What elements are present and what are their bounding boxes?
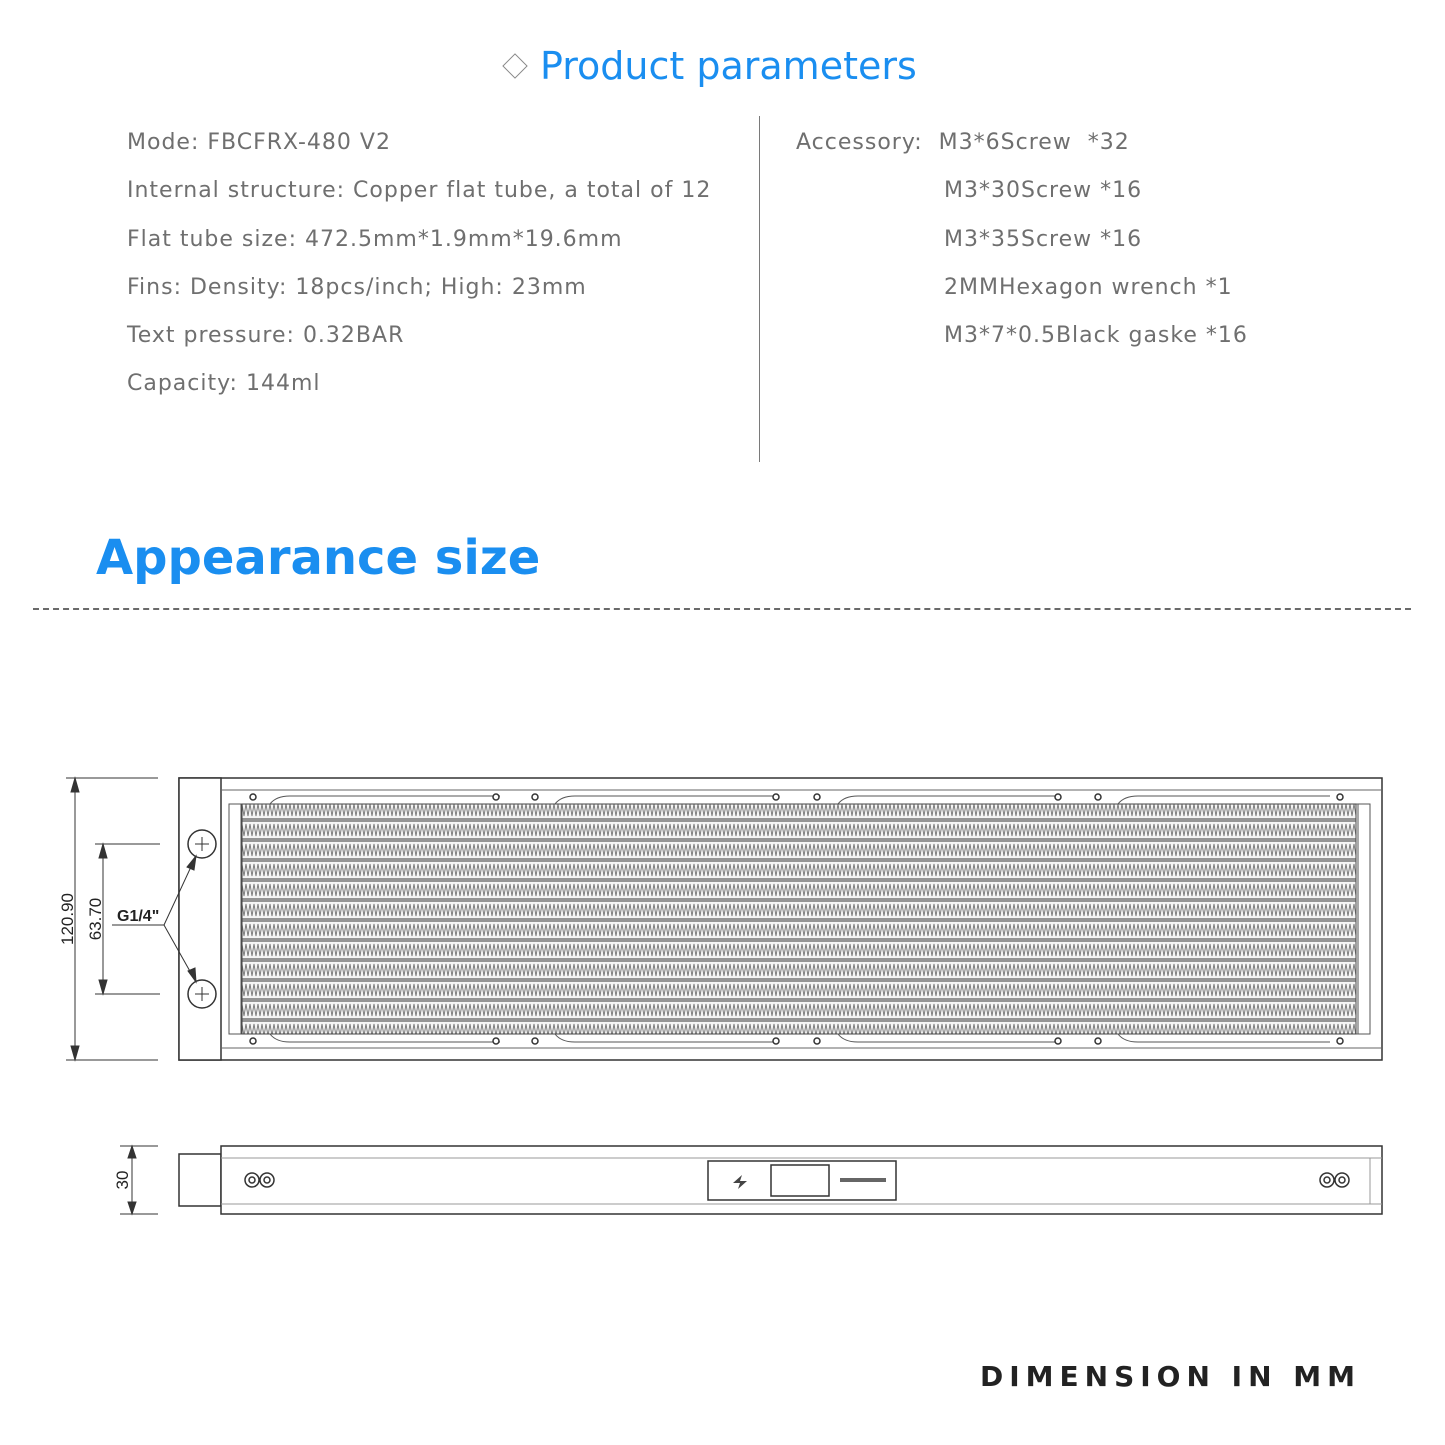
spec-label: Fins: bbox=[127, 274, 182, 300]
spec-value: Density: 18pcs/inch; High: 23mm bbox=[189, 274, 587, 300]
accessory-label: Accessory: bbox=[796, 130, 923, 155]
height-dimension-label: 120.90 bbox=[58, 893, 77, 945]
spec-value: FBCFRX-480 V2 bbox=[207, 130, 391, 155]
product-parameters-title: Product parameters bbox=[540, 44, 917, 88]
accessory-item: M3*6Screw *32 bbox=[938, 130, 1130, 155]
spec-label: Capacity: bbox=[127, 371, 238, 397]
spec-label: Internal structure: bbox=[127, 178, 346, 204]
accessory-item: M3*30Screw *16 bbox=[944, 178, 1143, 204]
spec-label: Mode: bbox=[127, 130, 200, 155]
spec-value: Copper flat tube, a total of 12 bbox=[353, 178, 712, 204]
dimension-unit-note: DIMENSION IN MM bbox=[980, 1360, 1361, 1393]
g14-port-bottom bbox=[188, 980, 216, 1008]
spec-value: 144ml bbox=[245, 371, 321, 397]
thickness-label: 30 bbox=[113, 1170, 132, 1190]
accessory-item: 2MMHexagon wrench *1 bbox=[944, 274, 1233, 300]
g14-port-top bbox=[188, 830, 216, 858]
spec-value: 472.5mm*1.9mm*19.6mm bbox=[305, 226, 623, 252]
accessory-item: M3*7*0.5Black gaske *16 bbox=[944, 323, 1248, 349]
brand-wordmark bbox=[840, 1178, 886, 1182]
display-module bbox=[708, 1161, 896, 1200]
spec-label: Text pressure: bbox=[127, 323, 295, 349]
accessory-item: M3*35Screw *16 bbox=[944, 226, 1143, 252]
port-spacing-label: 63.70 bbox=[86, 897, 105, 941]
radiator-front-view bbox=[179, 778, 1382, 1060]
spec-value: 0.32BAR bbox=[302, 323, 405, 349]
spec-label: Flat tube size: bbox=[127, 226, 297, 252]
port-label: G1/4" bbox=[117, 908, 160, 925]
appearance-size-title: Appearance size bbox=[96, 530, 541, 586]
